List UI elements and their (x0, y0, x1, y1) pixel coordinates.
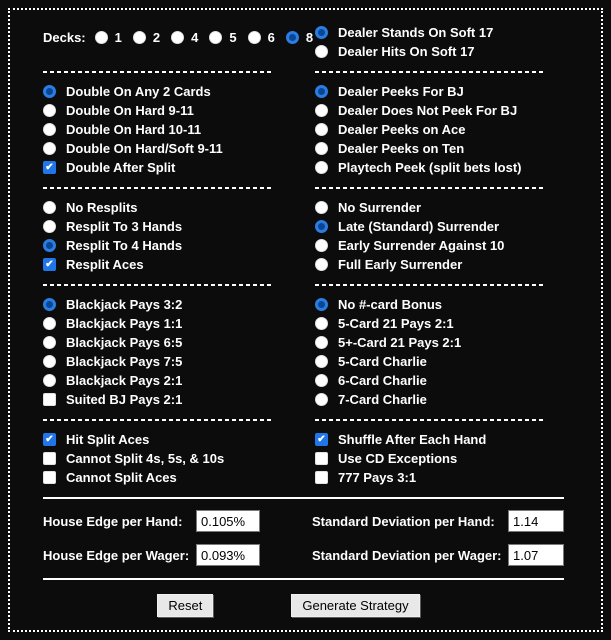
7-card-charlie-radio[interactable] (315, 393, 328, 406)
dashed-divider (43, 419, 271, 421)
shuffle-after-each-hand-row (315, 430, 601, 449)
late-standard-surrender-radio[interactable] (315, 220, 328, 233)
house-edge-per-wager-label: House Edge per Wager: (43, 547, 190, 563)
std-dev-per-wager-input[interactable] (508, 544, 564, 566)
early-surrender-against-10-label: Early Surrender Against 10 (338, 238, 505, 253)
decks-label: Decks: (43, 30, 86, 45)
bj-pays-radio-group (43, 295, 315, 409)
no-surrender-radio[interactable] (315, 201, 328, 214)
no-resplits-label: No Resplits (66, 200, 138, 215)
dashed-divider (315, 419, 543, 421)
blackjack-pays-2-1-row (43, 371, 315, 390)
dealer-hits-on-soft-17-row (315, 42, 601, 61)
solid-divider-top (43, 497, 564, 499)
blackjack-pays-6-5-radio[interactable] (43, 336, 56, 349)
std-dev-per-hand-label: Standard Deviation per Hand: (312, 513, 495, 529)
no-resplits-row (43, 198, 315, 217)
5-card-21-pays-2-1-label: 5-Card 21 Pays 2:1 (338, 316, 454, 331)
decks-radio-group (95, 28, 313, 47)
early-surrender-against-10-radio[interactable] (315, 239, 328, 252)
dealer-hits-on-soft-17-label: Dealer Hits On Soft 17 (338, 44, 475, 59)
5-card-21-pays-2-1-row (315, 314, 601, 333)
bonus-radio-group (315, 295, 601, 409)
5plus-card-21-pays-2-1-radio[interactable] (315, 336, 328, 349)
double-on-any-2-cards-label: Double On Any 2 Cards (66, 84, 211, 99)
deck-4-row (171, 28, 198, 47)
deck-6-radio[interactable] (248, 31, 261, 44)
house-edge-per-wager-input[interactable] (196, 544, 260, 566)
777-pays-3-1-checkbox[interactable] (315, 471, 328, 484)
deck-2-label: 2 (152, 30, 161, 45)
double-on-hard-10-11-label: Double On Hard 10-11 (66, 122, 202, 137)
button-row (28, 594, 549, 617)
blackjack-pays-3-2-row (43, 295, 315, 314)
dashed-divider (43, 284, 271, 286)
resplit-to-4-hands-label: Resplit To 4 Hands (66, 238, 183, 253)
resplit-to-4-hands-radio[interactable] (43, 239, 56, 252)
5plus-card-21-pays-2-1-row (315, 333, 601, 352)
double-on-hard-10-11-row (43, 120, 315, 139)
use-cd-exceptions-label: Use CD Exceptions (338, 451, 458, 466)
suited-bj-pays-2-1-row (43, 390, 315, 409)
dealer-peeks-on-ace-radio[interactable] (315, 123, 328, 136)
7-card-charlie-row (315, 390, 601, 409)
dealer-does-not-peek-for-bj-label: Dealer Does Not Peek For BJ (338, 103, 518, 118)
double-on-any-2-cards-row (43, 82, 315, 101)
hit-split-aces-label: Hit Split Aces (66, 432, 150, 447)
blackjack-pays-1-1-row (43, 314, 315, 333)
stats-row-hand (43, 510, 564, 532)
surrender-radio-group (315, 198, 601, 274)
cannot-split-aces-row (43, 468, 315, 487)
double-on-hard-soft-9-11-label: Double On Hard/Soft 9-11 (66, 141, 223, 156)
generate-strategy-button[interactable]: Generate Strategy (291, 594, 419, 617)
blackjack-pays-2-1-label: Blackjack Pays 2:1 (66, 373, 183, 388)
deck-2-radio[interactable] (133, 31, 146, 44)
deck-6-row (248, 28, 275, 47)
double-on-hard-9-11-row (43, 101, 315, 120)
late-standard-surrender-row (315, 217, 601, 236)
dotted-frame (8, 8, 603, 632)
cannot-split-aces-label: Cannot Split Aces (66, 470, 177, 485)
resplit-aces-label: Resplit Aces (66, 257, 144, 272)
full-early-surrender-radio[interactable] (315, 258, 328, 271)
dealer-stands-on-soft-17-label: Dealer Stands On Soft 17 (338, 25, 494, 40)
resplit-to-3-hands-label: Resplit To 3 Hands (66, 219, 183, 234)
full-early-surrender-row (315, 255, 601, 274)
dashed-divider (315, 71, 543, 73)
blackjack-pays-7-5-radio[interactable] (43, 355, 56, 368)
dealer-peeks-for-bj-radio[interactable] (315, 85, 328, 98)
resplit-aces-row (43, 255, 315, 274)
dealer-peeks-for-bj-row (315, 82, 601, 101)
section-resplit-surrender (43, 198, 601, 274)
misc-checkbox-group (315, 430, 601, 487)
section-double-peek (43, 82, 601, 177)
deck-8-radio[interactable] (286, 31, 299, 44)
double-on-any-2-cards-radio[interactable] (43, 85, 56, 98)
deck-8-label: 8 (305, 30, 314, 45)
dealer-does-not-peek-for-bj-radio[interactable] (315, 104, 328, 117)
double-radio-group (43, 82, 315, 177)
deck-6-label: 6 (267, 30, 275, 45)
5-card-21-pays-2-1-radio[interactable] (315, 317, 328, 330)
deck-1-row (95, 28, 122, 47)
soft17-radio-group (315, 23, 601, 61)
double-on-hard-10-11-radio[interactable] (43, 123, 56, 136)
6-card-charlie-row (315, 371, 601, 390)
deck-1-label: 1 (114, 30, 122, 45)
blackjack-pays-3-2-radio[interactable] (43, 298, 56, 311)
blackjack-pays-1-1-radio[interactable] (43, 317, 56, 330)
early-surrender-against-10-row (315, 236, 601, 255)
dealer-peeks-on-ace-row (315, 120, 601, 139)
no-surrender-row (315, 198, 601, 217)
dealer-hits-on-soft-17-radio[interactable] (315, 45, 328, 58)
house-edge-per-hand-label: House Edge per Hand: (43, 513, 183, 529)
double-after-split-row (43, 158, 315, 177)
cannot-split-aces-checkbox[interactable] (43, 471, 56, 484)
section-splitrules-misc (43, 430, 601, 487)
resplit-to-3-hands-radio[interactable] (43, 220, 56, 233)
cannot-split-4s-5s-10s-checkbox[interactable] (43, 452, 56, 465)
777-pays-3-1-label: 777 Pays 3:1 (338, 470, 417, 485)
blackjack-pays-1-1-label: Blackjack Pays 1:1 (66, 316, 183, 331)
split-rules-checkbox-group (43, 430, 315, 487)
suited-bj-pays-2-1-label: Suited BJ Pays 2:1 (66, 392, 183, 407)
resplit-to-4-hands-row (43, 236, 315, 255)
dealer-peeks-on-ten-radio[interactable] (315, 142, 328, 155)
dealer-stands-on-soft-17-radio[interactable] (315, 26, 328, 39)
decks-row (43, 28, 315, 47)
dashed-divider (315, 187, 543, 189)
777-pays-3-1-row (315, 468, 601, 487)
dashed-divider (43, 71, 271, 73)
deck-2-row (133, 28, 160, 47)
resplit-radio-group (43, 198, 315, 274)
deck-4-radio[interactable] (171, 31, 184, 44)
double-on-hard-9-11-radio[interactable] (43, 104, 56, 117)
deck-4-label: 4 (191, 30, 199, 45)
5-card-charlie-row (315, 352, 601, 371)
use-cd-exceptions-checkbox[interactable] (315, 452, 328, 465)
separator-1 (43, 71, 601, 73)
suited-bj-pays-2-1-checkbox[interactable] (43, 393, 56, 406)
double-on-hard-soft-9-11-row (43, 139, 315, 158)
shuffle-after-each-hand-checkbox[interactable]: ✔ (315, 433, 328, 446)
deck-5-row (209, 28, 236, 47)
house-edge-per-hand-input[interactable] (196, 510, 260, 532)
playtech-peek-row (315, 158, 601, 177)
no-card-bonus-row (315, 295, 601, 314)
shuffle-after-each-hand-label: Shuffle After Each Hand (338, 432, 487, 447)
double-on-hard-soft-9-11-radio[interactable] (43, 142, 56, 155)
std-dev-per-hand-input[interactable] (508, 510, 564, 532)
cannot-split-4s-5s-10s-label: Cannot Split 4s, 5s, & 10s (66, 451, 225, 466)
std-dev-per-wager-label: Standard Deviation per Wager: (312, 547, 502, 563)
reset-button[interactable]: Reset (157, 594, 213, 617)
blackjack-pays-2-1-radio[interactable] (43, 374, 56, 387)
solid-divider-bottom (43, 578, 564, 580)
blackjack-pays-7-5-label: Blackjack Pays 7:5 (66, 354, 183, 369)
blackjack-pays-6-5-row (43, 333, 315, 352)
playtech-peek-label: Playtech Peek (split bets lost) (338, 160, 522, 175)
deck-1-radio[interactable] (95, 31, 108, 44)
6-card-charlie-radio[interactable] (315, 374, 328, 387)
7-card-charlie-label: 7-Card Charlie (338, 392, 427, 407)
dashed-divider (315, 284, 543, 286)
resplit-aces-checkbox[interactable]: ✔ (43, 258, 56, 271)
stats-row-wager (43, 544, 564, 566)
dashed-divider (43, 187, 271, 189)
separator-2 (43, 187, 601, 189)
blackjack-pays-3-2-label: Blackjack Pays 3:2 (66, 297, 183, 312)
separator-3 (43, 284, 601, 286)
late-standard-surrender-label: Late (Standard) Surrender (338, 219, 500, 234)
blackjack-pays-6-5-label: Blackjack Pays 6:5 (66, 335, 183, 350)
deck-5-radio[interactable] (209, 31, 222, 44)
hit-split-aces-row (43, 430, 315, 449)
no-resplits-radio[interactable] (43, 201, 56, 214)
5-card-charlie-label: 5-Card Charlie (338, 354, 427, 369)
6-card-charlie-label: 6-Card Charlie (338, 373, 427, 388)
section-decks-soft17 (43, 23, 601, 61)
dealer-peeks-for-bj-label: Dealer Peeks For BJ (338, 84, 464, 99)
use-cd-exceptions-row (315, 449, 601, 468)
cannot-split-4s-5s-10s-row (43, 449, 315, 468)
5plus-card-21-pays-2-1-label: 5+-Card 21 Pays 2:1 (338, 335, 462, 350)
no-surrender-label: No Surrender (338, 200, 422, 215)
dealer-peeks-on-ten-label: Dealer Peeks on Ten (338, 141, 465, 156)
separator-4 (43, 419, 601, 421)
full-early-surrender-label: Full Early Surrender (338, 257, 463, 272)
hit-split-aces-checkbox[interactable]: ✔ (43, 433, 56, 446)
section-bjpays-bonus (43, 295, 601, 409)
blackjack-pays-7-5-row (43, 352, 315, 371)
no-card-bonus-radio[interactable] (315, 298, 328, 311)
no-card-bonus-label: No #-card Bonus (338, 297, 443, 312)
resplit-to-3-hands-row (43, 217, 315, 236)
double-after-split-checkbox[interactable]: ✔ (43, 161, 56, 174)
dealer-does-not-peek-for-bj-row (315, 101, 601, 120)
dealer-peeks-on-ten-row (315, 139, 601, 158)
dealer-peeks-on-ace-label: Dealer Peeks on Ace (338, 122, 466, 137)
double-after-split-label: Double After Split (66, 160, 176, 175)
deck-5-label: 5 (229, 30, 237, 45)
playtech-peek-radio[interactable] (315, 161, 328, 174)
5-card-charlie-radio[interactable] (315, 355, 328, 368)
dealer-stands-on-soft-17-row (315, 23, 601, 42)
double-on-hard-9-11-label: Double On Hard 9-11 (66, 103, 194, 118)
deck-8-row (286, 28, 313, 47)
peek-radio-group (315, 82, 601, 177)
